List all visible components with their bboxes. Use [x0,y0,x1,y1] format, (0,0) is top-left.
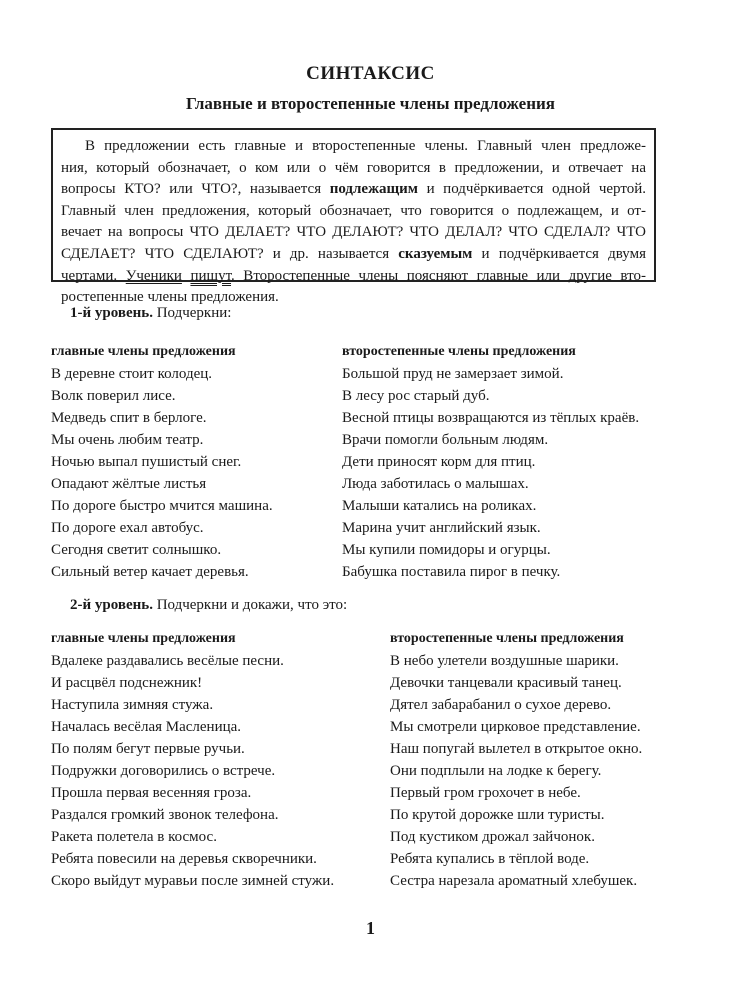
level-task: Подчеркни и докажи, что это: [152,597,348,613]
sentence: Врачи помогли больным людям. [342,432,549,448]
sentence: Мы купили помидоры и огурцы. [342,542,551,558]
sentence: Скоро выйдут муравьи после зимней стужи. [51,873,335,889]
level-label: 2-й уровень. [70,597,153,613]
sentence: Под кустиком дрожал зайчонок. [390,829,595,845]
rule-line [61,201,646,223]
sentence: По дороге быстро мчится машина. [51,498,273,514]
sentence: Раздался громкий звонок телефона. [51,807,279,823]
rule-box [51,128,656,306]
sentence: Весной птицы возвращаются из тёплых краёв. [342,410,640,426]
sentence: Наступила зимняя стужа. [51,697,214,713]
sentence: Началась весёлая Масленица. [51,719,242,735]
page-subtitle: Главные и второстепенные члены предложения [185,94,555,113]
sentence: Ночью выпал пушистый снег. [51,454,242,470]
rule-text: и подчёркивается одной чертой. [417,181,646,198]
term-predicate: сказуемым [398,245,473,262]
level-task: Подчеркни: [152,305,232,321]
sentence: Люда заботилась о малышах. [342,476,529,492]
level-label: 1-й уровень. [70,305,153,321]
rule-text: вечает на вопросы ЧТО ДЕЛАЕТ? ЧТО ДЕЛАЮТ? ЧТО ДЕЛАЛ? ЧТО СДЕЛАЛ? ЧТО [61,224,646,241]
term-subject: подлежащим [329,181,418,198]
rule-text: ростепенные члены предложения. [61,289,279,306]
sentence: В небо улетели воздушные шарики. [390,653,619,669]
rule-text: и подчёркивается двумя [472,245,646,262]
sentence: Волк поверил лисе. [51,388,176,404]
sentence: Дети приносят корм для птиц. [342,454,536,470]
sentence: Прошла первая весенняя гроза. [51,785,252,801]
sentence: Девочки танцевали красивый танец. [390,675,622,691]
sentence: По полям бегут первые ручьи. [51,741,245,757]
sentence: По дороге ехал автобус. [51,520,204,536]
page-title: СИНТАКСИС [306,63,435,84]
sentence: Наш попугай вылетел в открытое окно. [390,741,643,757]
sentence: В деревне стоит колодец. [51,366,213,382]
sentence: Большой пруд не замерзает зимой. [342,366,564,382]
rule-text: СДЕЛАЕТ? ЧТО СДЕЛАЮТ? и др. называется [61,245,399,262]
rule-text: вопросы КТО? или ЧТО?, называется [61,181,330,198]
level-2-left-column [51,628,334,892]
page-number: 1 [366,918,375,938]
sentence: Опадают жёлтые листья [51,476,207,492]
sentence: Ракета полетела в космос. [51,829,217,845]
sentence: Мы очень любим театр. [51,432,204,448]
sentence: Марина учит английский язык. [342,520,541,536]
sentence: Вдалеке раздавались весёлые песни. [51,653,284,669]
sentence: Ребята повесили на деревья скворечники. [51,851,317,867]
level-2-heading [70,597,347,614]
column-header: главные члены предложения [51,344,236,359]
rule-text: Главный член предложения, который обозначает, что говорится о подлежащем, и от- [61,202,646,219]
rule-text: ния, который обозначает, о ком или о чём говорится в предложении, и отвечает на [61,159,646,176]
rule-line [61,266,646,288]
rule-text: чертами. [61,267,126,284]
level-2-right-column [390,628,642,892]
sentence: И расцвёл подснежник! [51,675,203,691]
sentence: Медведь спит в берлоге. [51,410,207,426]
sentence: Бабушка поставила пирог в печку. [342,564,561,580]
example-predicate: пишут [190,267,232,284]
column-header: второстепенные члены предложения [342,344,576,359]
sentence: Первый гром грохочет в небе. [390,785,581,801]
sentence: По крутой дорожке шли туристы. [390,807,605,823]
sentence: Они подплыли на лодке к берегу. [390,763,602,779]
sentence: Ребята купались в тёплой воде. [390,851,590,867]
rule-line [61,179,646,201]
level-1-left-column [51,341,273,583]
level-1-right-column [342,341,639,583]
sentence: Дятел забарабанил о сухое дерево. [390,697,612,713]
rule-line [61,158,646,180]
rule-line [61,136,646,158]
rule-line [61,222,646,244]
example-subject: Ученики [125,267,182,284]
sentence: Подружки договорились о встрече. [51,763,276,779]
sentence: Мы смотрели цирковое представление. [390,719,641,735]
sentence: Сильный ветер качает деревья. [51,564,249,580]
level-1-heading [70,305,231,322]
rule-line [61,244,646,266]
rule-text: . Второстепенные члены поясняют главные или другие вто- [231,267,646,284]
column-header: главные члены предложения [51,631,236,646]
sentence: Сестра нарезала ароматный хлебушек. [390,873,638,889]
rule-text: В предложении есть главные и второстепенные члены. Главный член предложе- [85,138,646,154]
sentence: Малыши катались на роликах. [342,498,537,514]
sentence: Сегодня светит солнышко. [51,542,222,558]
sentence: В лесу рос старый дуб. [342,388,490,404]
column-header: второстепенные члены предложения [390,631,624,646]
